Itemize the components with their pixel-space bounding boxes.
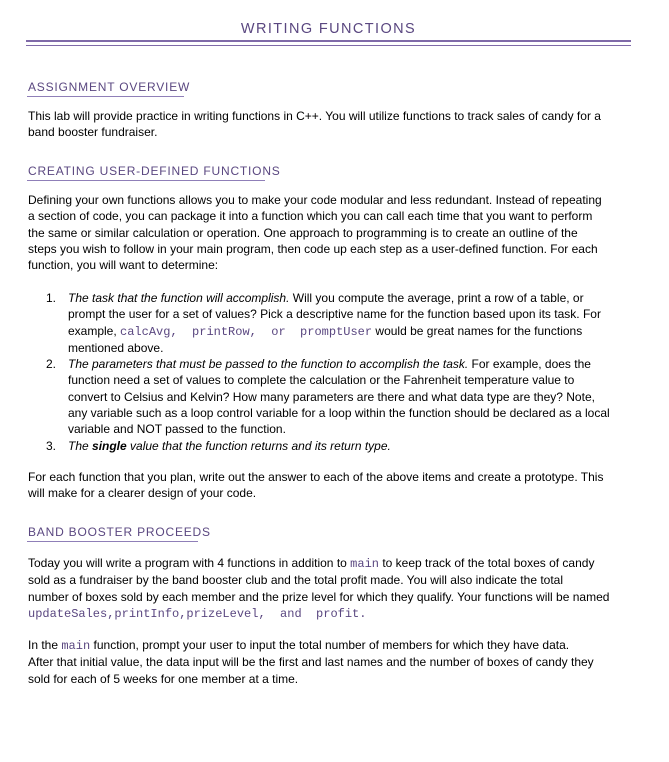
list-item [46,438,636,454]
text-span: Today you will write a program with 4 functions in addition to [28,556,351,570]
list-number: 2. [46,357,57,372]
text-span: For example, does the [468,357,591,372]
heading-underline [27,180,265,181]
text-span: Will you compute the average, print a row of a table, or [289,291,584,305]
heading-band-booster: BAND BOOSTER PROCEEDS [28,525,211,539]
band-paragraph-1 [28,555,634,622]
list-item [46,356,636,437]
heading-assignment-overview: ASSIGNMENT OVERVIEW [28,80,191,94]
overview-paragraph [28,108,634,141]
list-item [46,290,636,356]
text-span: In the [28,638,62,652]
italic-text: value that the function returns and its return type. [126,438,391,453]
heading-creating-functions: CREATING USER-DEFINED FUNCTIONS [28,164,281,178]
text-span: example, [68,323,121,338]
text-span: function, prompt your user to input the total number of members for which they have data. [90,638,570,652]
text-line: any variable such as a loop control variable for a loop within the function should be declared as a local [68,406,610,421]
heading-underline [27,96,184,97]
text-span: would be great names for the functions [372,323,583,338]
code-function-names: calcAvg, printRow, or promptUser [120,324,373,339]
text-line: After that initial value, the data input will be the first and last names and the number of boxes of candy they [28,655,594,670]
bold-italic-text: single [92,438,127,453]
creating-intro-paragraph [28,192,634,273]
text-line: sold as a fundraiser by the band booster club and the total profit made. You will also indicate the total [28,573,564,588]
text-line: mentioned above. [68,340,164,355]
code-main: main [350,557,379,571]
code-function-names: updateSales,printInfo,prizeLevel, and profit. [28,606,367,621]
title-rule-thin [26,45,631,46]
text-line: convert to Celsius and Kelvin? How many parameters are there and what data type are they? Note, [68,389,595,404]
list-number: 1. [46,291,57,305]
text-span: to keep track of the total boxes of candy [378,556,595,570]
italic-lead: The parameters that must be passed to the function to accomplish the task. [68,357,469,372]
text-line: function need a set of values to complete the calculation or the Fahrenheit temperature value to [68,373,575,388]
text-line: sold for each of 5 weeks for one member at a time. [28,671,299,686]
text-line: Defining your own functions allows you to make your code modular and less redundant. Instead of repeating [28,193,602,207]
code-main: main [61,639,91,653]
title-rule [26,40,631,42]
list-number: 3. [46,438,57,453]
text-line: the same or similar calculation or operation. One approach to programming is to create an outline of the [28,225,578,240]
text-line: function, you will want to determine: [28,258,219,273]
text-line: band booster fundraiser. [28,125,158,140]
heading-underline [27,541,198,542]
text-line: number of boxes sold by each member and the prize level for which they qualify. Your functions will be named [28,589,610,604]
italic-text: The [68,438,93,453]
text-line: steps you wish to follow in your main program, then code up each step as a user-defined function. For each [28,241,598,256]
text-line: prompt the user for a set of values? Pick a descriptive name for the function based upon its task. For [68,307,601,322]
band-paragraph-2 [28,637,634,687]
text-line: will make for a clearer design of your code. [28,486,257,501]
page-title: WRITING FUNCTIONS [240,21,417,37]
creating-closing-paragraph [28,469,634,502]
italic-lead: The task that the function will accomplish. [68,291,290,305]
text-line: For each function that you plan, write out the answer to each of the above items and create a prototype. This [28,470,604,484]
text-line: a section of code, you can package it into a function which you can call each time that you want to perform [28,209,593,224]
text-line: This lab will provide practice in writing functions in C++. You will utilize functions to track sales of candy for a [28,109,601,123]
determine-list [46,290,636,454]
text-line: variable and NOT passed to the function. [68,422,286,437]
